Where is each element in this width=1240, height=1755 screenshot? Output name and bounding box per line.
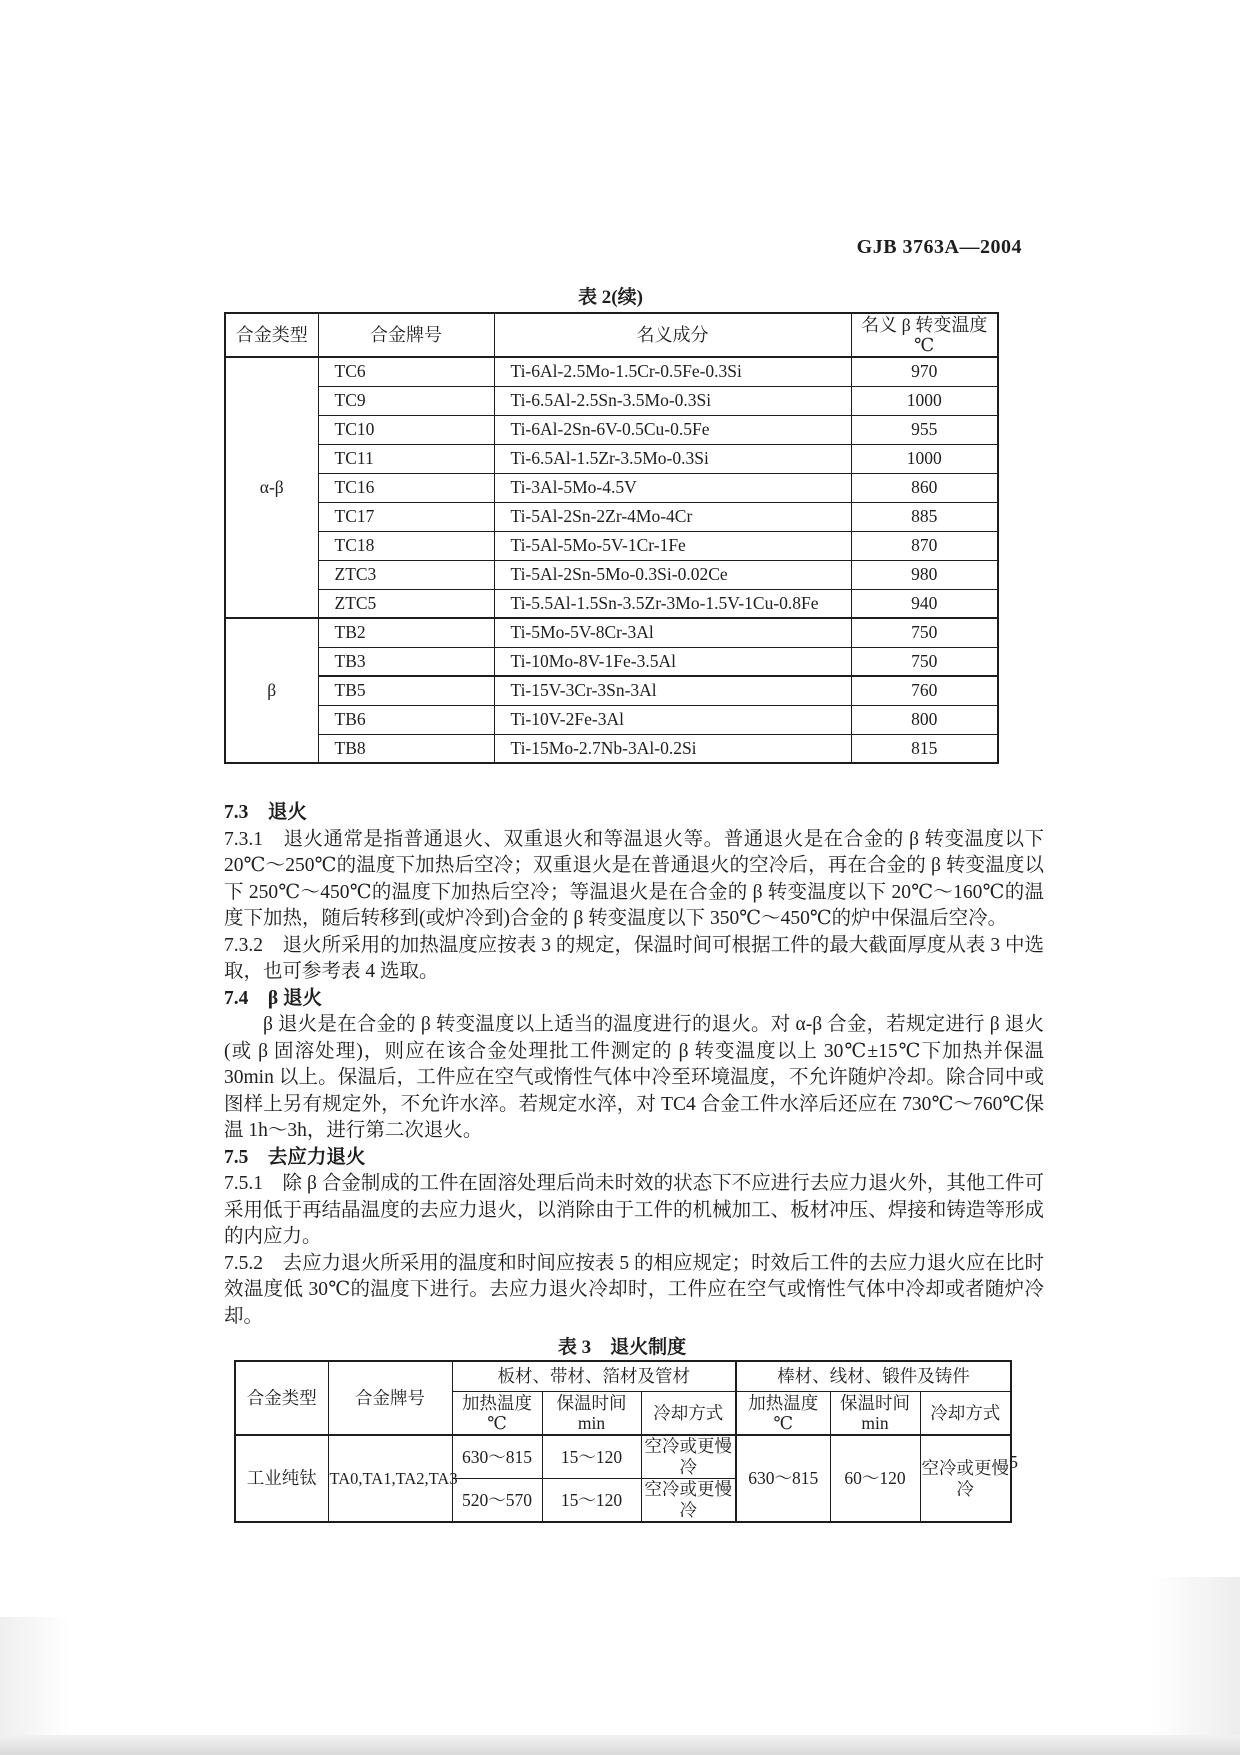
paragraph-7-5-2: 7.5.2 去应力退火所采用的温度和时间应按表 5 的相应规定；时效后工件的去应力退火应在比时效温度低 30℃的温度下进行。去应力退火冷却时，工件应在空气或惰性气体中冷却或者随炉冷却。 xyxy=(224,1252,1044,1327)
holding-time-unit: min xyxy=(577,1412,606,1433)
cell-beta-temp: 860 xyxy=(851,473,998,502)
paragraph-7-3-2: 7.3.2 退火所采用的加热温度应按表 3 的规定，保温时间可根据工件的最大截面厚度从表 3 中选取，也可参考表 4 选取。 xyxy=(224,934,1044,982)
table-row xyxy=(225,531,998,560)
cell-grade: TB3 xyxy=(318,647,494,676)
cell-beta-temp: 870 xyxy=(851,531,998,560)
cell-cooling-method: 空冷或更慢冷 xyxy=(641,1479,736,1523)
cell-beta-temp: 885 xyxy=(851,502,998,531)
beta-temp-unit: ℃ xyxy=(914,335,935,355)
paragraph-7-3-1: 7.3.1 退火通常是指普通退火、双重退火和等温退火等。普通退火是在合金的 β 转变温度以下 20℃～250℃的温度下加热后空冷；双重退火是在普通退火的空冷后，再在合金的 β 转变温度以下 250℃～450℃的温度下加热后空冷；等温退火是在合金的 β 转变温度以下 20℃～160℃的温度下加热，随后转移到(或炉冷到)合金的 β 转变温度以下 350℃～450℃的炉中保温后空冷。 xyxy=(224,828,1044,929)
page-content xyxy=(224,286,1044,1523)
cell-grade: TB6 xyxy=(318,705,494,734)
column-header-cooling-method: 冷却方式 xyxy=(641,1391,736,1435)
table3-caption: 表 3 退火制度 xyxy=(557,1337,687,1358)
cell-composition: Ti-5Al-2Sn-2Zr-4Mo-4Cr xyxy=(494,502,851,531)
cell-holding-time: 15～120 xyxy=(542,1435,641,1479)
cell-beta-temp: 750 xyxy=(851,647,998,676)
cell-heating-temp: 630～815 xyxy=(736,1435,830,1522)
cell-grade: TC18 xyxy=(318,531,494,560)
paragraph-7-5-1: 7.5.1 除 β 合金制成的工件在固溶处理后尚未时效的状态下不应进行去应力退火外，其他工件可采用低于再结晶温度的去应力退火，以消除由于工件的机械加工、板材冲压、焊接和铸造等形成的内应力。 xyxy=(224,1173,1044,1247)
cell-grade: TC6 xyxy=(318,357,494,386)
cell-beta-temp: 750 xyxy=(851,618,998,647)
section-heading-7-5: 7.5 去应力退火 xyxy=(224,1146,366,1168)
cell-beta-temp: 815 xyxy=(851,734,998,763)
cell-composition: Ti-6.5Al-1.5Zr-3.5Mo-0.3Si xyxy=(494,444,851,473)
column-header-cooling-method: 冷却方式 xyxy=(920,1391,1011,1435)
cell-beta-temp: 1000 xyxy=(851,386,998,415)
cell-grade: TC11 xyxy=(318,444,494,473)
column-header-heating-temp xyxy=(736,1391,830,1435)
table2-header-row xyxy=(225,313,998,357)
table-row xyxy=(225,415,998,444)
cell-beta-temp: 970 xyxy=(851,357,998,386)
heating-temp-unit: ℃ xyxy=(487,1412,507,1433)
cell-alloy-type: β xyxy=(225,618,318,763)
cell-grade: TB8 xyxy=(318,734,494,763)
table-row xyxy=(225,502,998,531)
column-header-alloy-type: 合金类型 xyxy=(225,313,318,357)
cell-grade: TB2 xyxy=(318,618,494,647)
table-row xyxy=(235,1435,1011,1479)
table-row xyxy=(225,444,998,473)
cell-holding-time: 60～120 xyxy=(830,1435,920,1522)
doc-number: GJB 3763A—2004 xyxy=(856,236,1022,258)
cell-grade: ZTC5 xyxy=(318,589,494,618)
table-row xyxy=(225,705,998,734)
table-row xyxy=(225,473,998,502)
cell-beta-temp: 955 xyxy=(851,415,998,444)
scan-edge-band xyxy=(0,1735,1240,1755)
cell-composition: Ti-5.5Al-1.5Sn-3.5Zr-3Mo-1.5V-1Cu-0.8Fe xyxy=(494,589,851,618)
cell-heating-temp: 630～815 xyxy=(452,1435,542,1479)
cell-composition: Ti-6Al-2Sn-6V-0.5Cu-0.5Fe xyxy=(494,415,851,444)
column-header-composition: 名义成分 xyxy=(494,313,851,357)
cell-grade: TC9 xyxy=(318,386,494,415)
table-row xyxy=(225,589,998,618)
cell-grade: TC10 xyxy=(318,415,494,444)
column-header-grade: 合金牌号 xyxy=(318,313,494,357)
cell-composition: Ti-15V-3Cr-3Sn-3Al xyxy=(494,676,851,705)
cell-alloy-type: 工业纯钛 xyxy=(235,1435,328,1522)
column-header-beta-temp xyxy=(851,313,998,357)
cell-composition: Ti-3Al-5Mo-4.5V xyxy=(494,473,851,502)
cell-composition: Ti-5Mo-5V-8Cr-3Al xyxy=(494,618,851,647)
cell-composition: Ti-5Al-2Sn-5Mo-0.3Si-0.02Ce xyxy=(494,560,851,589)
table-row xyxy=(225,618,998,647)
scan-smudge xyxy=(0,1617,70,1737)
cell-composition: Ti-6Al-2.5Mo-1.5Cr-0.5Fe-0.3Si xyxy=(494,357,851,386)
table3-header-row-groups xyxy=(235,1361,1011,1391)
column-group-bar-wire-forging-casting: 棒材、线材、锻件及铸件 xyxy=(736,1361,1011,1391)
holding-time-label: 保温时间 xyxy=(840,1392,911,1413)
cell-beta-temp: 800 xyxy=(851,705,998,734)
section-heading-7-3: 7.3 退火 xyxy=(224,802,307,823)
column-header-heating-temp xyxy=(452,1391,542,1435)
table-row xyxy=(225,676,998,705)
page-number: 5 xyxy=(1009,1452,1018,1472)
holding-time-label: 保温时间 xyxy=(556,1392,627,1413)
cell-cooling-method: 空冷或更慢冷 xyxy=(920,1435,1011,1522)
cell-composition: Ti-10V-2Fe-3Al xyxy=(494,705,851,734)
cell-grade: ZTC3 xyxy=(318,560,494,589)
column-header-grade: 合金牌号 xyxy=(328,1361,452,1435)
cell-beta-temp: 980 xyxy=(851,560,998,589)
table2-caption: 表 2(续) xyxy=(578,287,643,308)
cell-holding-time: 15～120 xyxy=(542,1479,641,1523)
section-heading-7-4: 7.4 β 退火 xyxy=(224,987,323,1009)
table-row xyxy=(225,357,998,386)
cell-grade: TA0,TA1,TA2,TA3 xyxy=(328,1435,452,1522)
cell-beta-temp: 940 xyxy=(851,589,998,618)
table2-alloy-list xyxy=(224,312,999,764)
table-row xyxy=(225,386,998,415)
cell-cooling-method: 空冷或更慢冷 xyxy=(641,1435,736,1479)
column-header-alloy-type: 合金类型 xyxy=(235,1361,328,1435)
heating-temp-label: 加热温度 xyxy=(748,1392,819,1413)
heating-temp-label: 加热温度 xyxy=(462,1392,532,1413)
body-text xyxy=(224,800,1044,1330)
cell-composition: Ti-5Al-5Mo-5V-1Cr-1Fe xyxy=(494,531,851,560)
cell-beta-temp: 1000 xyxy=(851,444,998,473)
table-row xyxy=(225,560,998,589)
column-header-holding-time xyxy=(542,1391,641,1435)
holding-time-unit: min xyxy=(861,1412,889,1433)
cell-grade: TC16 xyxy=(318,473,494,502)
column-group-plate-strip-foil-tube: 板材、带材、箔材及管材 xyxy=(452,1361,736,1391)
scan-smudge xyxy=(1150,1577,1240,1737)
heating-temp-unit: ℃ xyxy=(773,1412,794,1433)
cell-composition: Ti-6.5Al-2.5Sn-3.5Mo-0.3Si xyxy=(494,386,851,415)
column-header-holding-time xyxy=(830,1391,920,1435)
cell-alloy-type: α-β xyxy=(225,357,318,618)
cell-beta-temp: 760 xyxy=(851,676,998,705)
table-row xyxy=(225,734,998,763)
beta-temp-label: 名义 β 转变温度 xyxy=(861,315,988,335)
paragraph-7-4: β 退火是在合金的 β 转变温度以上适当的温度进行的退火。对 α-β 合金，若规定进行 β 退火(或 β 固溶处理)，则应在该合金处理批工件测定的 β 转变温度以上 30℃±15℃下加热并保温 30min 以上。保温后，工件应在空气或惰性气体中冷至环境温度，不允许随炉冷却。除合同中或图样上另有规定外，不允许水淬。若规定水淬，对 TC4 合金工件水淬后还应在 730℃～760℃保温 1h～3h，进行第二次退火。 xyxy=(224,1014,1044,1141)
table3-annealing-schedule xyxy=(234,1360,1012,1523)
cell-composition: Ti-10Mo-8V-1Fe-3.5Al xyxy=(494,647,851,676)
cell-grade: TB5 xyxy=(318,676,494,705)
table-row xyxy=(225,647,998,676)
cell-grade: TC17 xyxy=(318,502,494,531)
cell-composition: Ti-15Mo-2.7Nb-3Al-0.2Si xyxy=(494,734,851,763)
cell-heating-temp: 520～570 xyxy=(452,1479,542,1523)
